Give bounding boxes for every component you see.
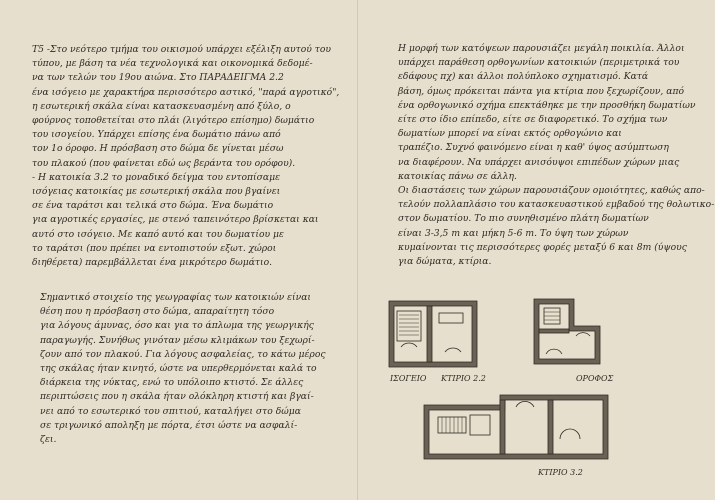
text-line: τραπέζιο. Συχνό φαινόμενο είναι η καθ' ύψος ασύμπτωση [398,142,669,154]
text-line: βάση, όμως πρόκειται πάντα για κτίρια που ξεχωρίζουν, από [398,85,685,97]
text-line: Σημαντικό στοιχείο της γεωγραφίας των κατοικιών είναι [40,292,312,303]
text-line: στον δωματίου. Το πιο συνηθισμένο πλάτη δωματίων [398,213,649,225]
left-text-block-bottom [40,291,326,447]
text-line: για λόγους άμυνας, όσο και για το άπλωμα της γεωργικής [40,320,314,332]
text-line: υπάρχει παράθεση ορθογωνίων κατοικιών (περιμετρικά του [398,57,680,69]
text-line: ζουν από τον πλακού. Για λόγους ασφαλείας, το κάτω μέρος [40,348,326,360]
text-line: εδάφους πχ) και άλλοι πολύπλοκο σχηματισμό. Κατά [398,71,649,83]
text-line: του ισογείου. Υπάρχει επίσης ένα δωμάτιο πάνω από [32,129,281,141]
text-line: θέση που η πρόσβαση στο δώμα, απαραίτητη τόσο [40,306,275,318]
text-line: η εσωτερική σκάλα είναι κατασκευασμένη από ξύλο, ο [32,100,291,112]
text-line: διηθέρετα) παρεμβάλλεται ένα μικρότερο δωμάτιο. [32,257,273,269]
text-line: για αγροτικές εργασίες, με στενό ταπεινότερο βρίσκεται και [32,214,319,226]
text-line: σε ένα ταράτσι και τελικά στο δώμα. Ένα δωμάτιο [32,200,274,212]
text-line: να των τελών του 19ου αιώνα. Στο ΠΑΡΑΔΕΙΓΜΑ 2.2 [32,72,284,84]
text-line: τελούν πολλαπλάσιο του κατασκευαστικού εμβαδού της θολωτικο- [398,199,715,211]
text-line: Τ5 -Στο νεότερο τμήμα του οικισμού υπάρχει εξέλιξη αυτού του [32,44,331,55]
text-line: ένα ορθογωνικό σχήμα επεκτάθηκε με την προσθήκη δωματίων [398,99,696,111]
floorplan-22-ground [387,297,479,369]
text-line: το ταράτσι (που πρέπει να εντοπιστούν εξωτ. χώροι [32,242,277,254]
text-line: - Η κατοικία 3.2 το μοναδικό δείγμα του εντοπίσαμε [32,171,281,183]
text-line: διάρκεια της νύκτας, ενώ το υπόλοιπο κτιστό. Σε άλλες [40,377,304,389]
text-line: δωματίων μπορεί να είναι εκτός ορθογώνιο και [398,128,622,140]
text-line: σε τριγωνικό αποληξη με πόρτα, έτσι ώστε να ασφαλί- [40,419,298,431]
right-text-block [398,42,714,269]
text-line: κυμαίνονται τις περισσότερες φορές μεταξύ 6 και 8m (ύψους [398,241,687,253]
text-line: για δώματα, κτίρια. [398,256,492,268]
caption-ground-floor: ΙΣΟΓΕΙΟ [390,374,427,383]
text-line: του πλακού (που φαίνεται εδώ ως βεράντα του ορόφου). [32,157,296,169]
text-line: Η μορφή των κατόψεων παρουσιάζει μεγάλη ποικιλία. Άλλοι [398,43,685,54]
page-fold [357,0,359,500]
text-line: νει από το εσωτερικό του σπιτιού, καταλήγει στο δώμα [40,405,301,417]
text-line: είτε στο ίδιο επίπεδο, είτε σε διαφορετικό. Το σχήμα των [398,114,668,126]
text-line: της σκάλας ήταν κινητό, ώστε να υπερθερμόνεται καλά το [40,363,317,375]
text-line: τύπου, με βάση τα νέα τεχνολογικά και οικονομικά δεδομέ- [32,58,313,70]
floorplan-22-upper [530,296,604,366]
caption-building-22: ΚΤΙΡΙΟ 2.2 [441,374,486,383]
text-line: περιπτώσεις που η σκάλα ήταν ολόκληρη κτιστή και βγαί- [40,391,314,403]
floorplan-32 [420,391,612,463]
text-line: τον 1ο όροφο. Η πρόσβαση στο δώμα δε γίνεται μέσω [32,143,284,155]
text-line: ισόγειας κατοικίας με εσωτερική σκάλα που βγαίνει [32,186,281,198]
text-line: παραγωγής. Συνήθως γινόταν μέσω κλιμάκων του ξεχωρί- [40,334,315,346]
caption-building-32: ΚΤΙΡΙΟ 3.2 [538,468,583,477]
caption-upper-floor: ΟΡΟΦΟΣ [576,374,614,383]
text-line: αυτό στο ισόγειο. Με καπό αυτό και του δωματίου με [32,228,284,240]
text-line: Οι διαστάσεις των χώρων παρουσιάζουν ομοιότητες, καθώς απο- [398,185,705,197]
text-line: ζει. [40,434,57,446]
text-line: κατοικίας πάνω σε άλλη. [398,170,517,182]
text-line: είναι 3-3,5 m και μήκη 5-6 m. Το ύψη των χώρων [398,227,629,239]
text-line: ένα ισόγειο με χαρακτήρα περισσότερο αστικό, "παρά αγροτικό", [32,86,340,98]
left-text-block-top [32,43,339,270]
text-line: να διαφέρουν. Να υπάρχει ανισόυψοι επιπέδων χώρων μιας [398,156,680,168]
text-line: φούρνος τοποθετείται στο πλάι (λιγότερο επίσημο) δωμάτιο [32,115,315,127]
